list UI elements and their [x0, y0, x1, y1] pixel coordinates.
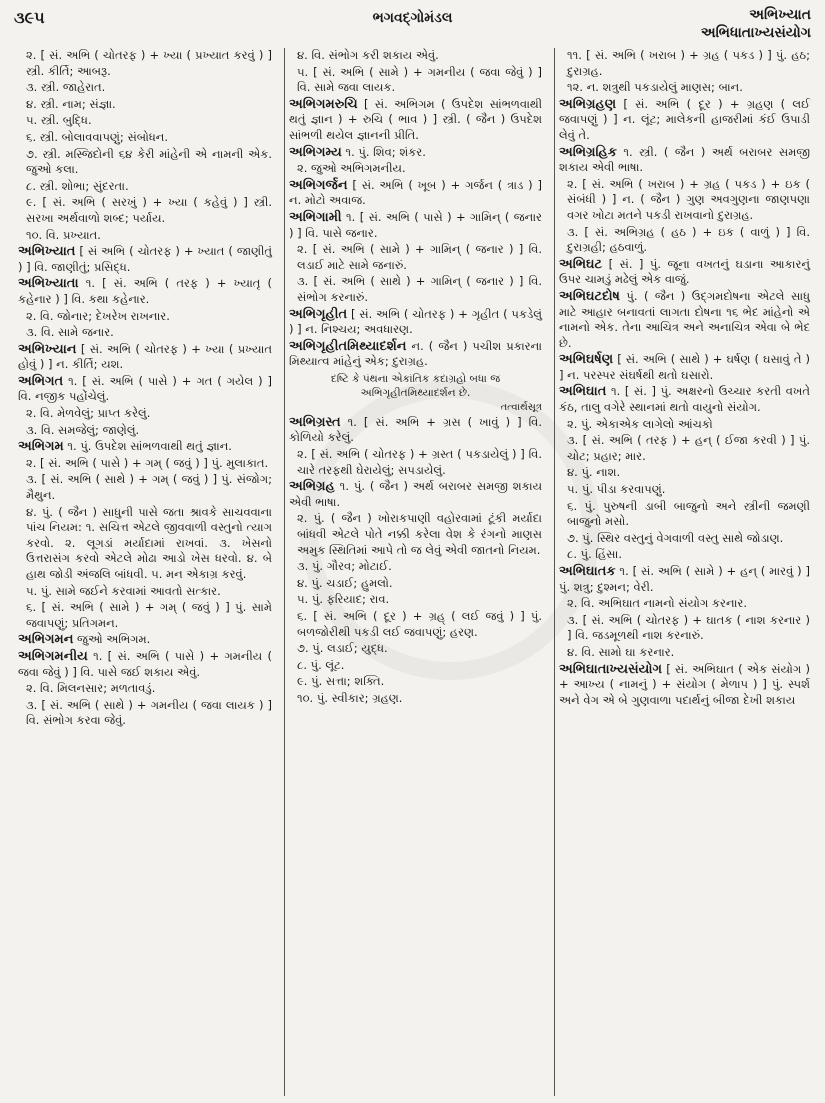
definition-text: ૫. પું. પીડા કરવાપણું.: [567, 482, 666, 497]
quotation-source: તત્વાર્થસૂત્ર: [500, 401, 542, 413]
definition-text: ૭. પું. સ્થિર વસ્તુનું વેગવાળી વસ્તુ સાથે જોડાણ.: [567, 530, 784, 545]
headword: અભિગ્રસ્ત: [289, 414, 341, 430]
sense-entry: [559, 80, 810, 96]
definition-text: ૮. પું. લૂંટ.: [297, 657, 345, 672]
headword: અભિગત: [18, 373, 64, 389]
definition-text: ૧. [ સં. અભિ ( પાસે ) + ગત ( ગયેલ ) ] વિ. નજીક પહોંચેલું.: [18, 373, 272, 404]
column-3: [554, 48, 814, 1096]
headword: અભિઘાતક: [559, 564, 616, 579]
sense-entry: [289, 242, 542, 273]
definition-text: ૧. પું. શિવ; શંકર.: [341, 144, 426, 159]
definition-text: ૬. [ સં. અભિ ( દૂર ) + ગ્રહ્‌ ( લઈ જવું ) ] પું. બળજોરીથી પકડી લઈ જવાપણું; હરણ.: [297, 609, 542, 639]
definition-text: ૧. [ સં. અભિ ( તરફ ) + ખ્યાતૃ ( કહેનાર ) ] વિ. કથા કહેનાર.: [18, 276, 272, 306]
headword: અભિગ્રહ: [289, 479, 335, 495]
dictionary-entry: [289, 339, 542, 370]
sense-entry: [289, 447, 542, 478]
definition-text: ન. ( જૈન ) પચીશ પ્રકારના મિથ્યાત્વ માંહેનું એક; દુરાગ્રહ.: [289, 338, 542, 369]
dictionary-entry: [559, 662, 810, 709]
definition-text: [ સં. અભિ ( દૂર ) + ગ્રહણ ( લઈ જવાપણું ) ] ન. લૂંટ; માલેકની હાજરીમાં કંઈ ઉપાડી લેવું તે.: [559, 96, 810, 142]
definition-text: ૬. સ્ત્રી. બોલાવવાપણું; સંબોધન.: [26, 129, 169, 144]
headword: અભિગૃહીત: [289, 306, 348, 322]
sense-entry: [18, 584, 272, 600]
dictionary-entry: [559, 145, 810, 176]
headword: અભિખ્યાતા: [18, 276, 79, 292]
column-2: [284, 48, 546, 1096]
headword: અભિગ્રહિક: [559, 144, 617, 160]
guide-word-last: અભિધાતાખ્યસંયોગ: [700, 25, 811, 41]
quotation-note: દષ્ટિ કે પંથના એકાંતિક કદાગ્રહો બધા જ અભિગૃહીતમિથ્યાદર્શન છે.: [330, 372, 501, 399]
sense-entry: [18, 195, 272, 226]
dictionary-entry: [289, 97, 542, 144]
headword: અભિઘાત: [559, 384, 607, 400]
sense-entry: [289, 48, 542, 64]
dictionary-entry: [289, 415, 542, 446]
sense-entry: [559, 48, 810, 79]
dictionary-entry: [18, 342, 272, 373]
dictionary-entry: [18, 632, 272, 648]
sense-entry: [559, 645, 810, 661]
sense-entry: [559, 531, 810, 547]
definition-text: [ સં. અભિઘાત ( એક સંયોગ ) + આખ્ય ( નામનું ) + સંયોગ ( મેળાપ ) ] પું. સ્પર્શ અને વેગ એ બે ગુણવાળા પદાર્થનું બીજા દેખી શકાય: [559, 661, 810, 707]
definition-text: [ સં અભિ ( ચોતરફ ) + ખ્યાત ( જાણીતું ) ] વિ. જાણીતું; પ્રસિદ્ધ.: [18, 244, 272, 274]
dictionary-entry: [289, 307, 542, 338]
sense-entry: [18, 325, 272, 341]
definition-text: ૮. સ્ત્રી. શોભા; સુંદરતા.: [26, 178, 129, 193]
sense-entry: [559, 225, 810, 256]
headword: અભિગૃહીતમિથ્યાદર્શન: [289, 338, 407, 354]
running-head: ભગવદ્‌ગોમંડલ: [372, 10, 453, 26]
sense-entry: [18, 472, 272, 503]
sense-entry: [559, 596, 810, 612]
dictionary-entry: [559, 257, 810, 288]
sense-entry: [289, 691, 542, 707]
dictionary-entry: [289, 145, 542, 161]
dictionary-entry: [18, 244, 272, 275]
guide-word-first: અભિખ્યાત: [749, 7, 811, 23]
definition-text: ૮. પું. હિંસા.: [567, 547, 622, 562]
definition-text: [ સં. અભિ ( ચોતરફ ) + ખ્યા ( પ્રખ્યાત હોવું ) ] ન. કીર્તિ; યશ.: [18, 341, 272, 372]
definition-text: [ સં. અભિગમ ( ઉપદેશ સાંભળવાથી થતું જ્ઞાન ) + રુચિ ( ભાવ ) ] સ્ત્રી. ( જૈન ) ઉપદેશ સાંભળી થયેલ જ્ઞાનની પ્રીતિ.: [289, 96, 542, 142]
definition-text: [ સં. અભિ ( ખૂબ ) + ગર્જન ( ત્રાડ ) ] ન. મોટો અવાજ.: [289, 177, 542, 208]
definition-text: ૧૧. [ સં. અભિ ( ખરાબ ) + ગ્રહ ( પકડ ) ] પું. હઠ; દુરાગ્રહ.: [567, 48, 810, 78]
sense-entry: [289, 674, 542, 690]
definition-text: ૧૦. પું. સ્વીકાર; ગ્રહણ.: [297, 690, 403, 705]
definition-text: ૧. [ સં. ] પું. અક્ષરનો ઉચ્ચાર કરતી વખતે કંઠ, તાલુ વગેરે સ્થાનમાં થતો વાયુનો સંયોગ.: [559, 384, 810, 415]
definition-text: ૨. [ સં. અભિ ( ખરાબ ) + ગ્રહ ( પકડ ) + ઇક ( સંબંધી ) ] ન. ( જૈન ) ગુણ અવગુણના જાણપણા વગર ખોટા મતને પકડી રાખવાનો દુરાગ્રહ.: [567, 176, 810, 222]
sense-entry: [289, 576, 542, 592]
sense-entry: [289, 559, 542, 575]
definition-text: ૫. પું. સામે જઈને કરવામાં આવતો સત્કાર.: [26, 583, 221, 598]
definition-text: [ સં. અભિ ( ચોતરફ ) + ગૃહીત ( પકડેલું ) ] ન. નિશ્ચય; અવધારણ.: [289, 306, 542, 337]
headword: અભિગમ: [18, 439, 64, 455]
headword: અભિઘર્ષણ: [559, 352, 614, 368]
headword: અભિગમ્ય: [289, 144, 342, 160]
page-header: [14, 4, 811, 48]
definition-text: ૨. જુઓ અભિગમનીય.: [297, 161, 406, 176]
sense-entry: [18, 228, 272, 244]
definition-text: ૯. [ સં. અભિ ( સરખું ) + ખ્યા ( કહેવું ) ] સ્ત્રી. સરખા અર્થવાળો શબ્દ; પર્યાય.: [26, 195, 272, 225]
headword: અભિગામી: [289, 209, 342, 225]
headword: અભિગર્જન: [289, 177, 348, 193]
sense-entry: [18, 147, 272, 178]
dictionary-entry: [559, 289, 810, 351]
definition-text: ૧. [ સં. અભિ ( પાસે ) + ગમનીય ( જવા જેવું ) ] વિ. પાસે જઈ શકાય એવું.: [18, 648, 272, 679]
sense-entry: [18, 423, 272, 439]
dictionary-entry: [289, 210, 542, 241]
definition-text: ૩. [ સં. અભિ ( સાથે ) + ગમનીય ( જવા લાયક ) ] વિ. સંભોગ કરવા જેવું.: [26, 697, 272, 728]
sense-entry: [289, 641, 542, 657]
sense-entry: [18, 97, 272, 113]
definition-text: ૧. [ સં. અભિ ( સામે ) + હન્‌ ( મારવું ) ] પું. શત્રુ; દુશ્મન; વેરી.: [559, 564, 810, 594]
definition-text: ૪. વિ. સંભોગ કરી શકાય એવું.: [297, 48, 439, 62]
sense-entry: [559, 465, 810, 481]
dictionary-entry: [289, 178, 542, 209]
page-number: ૩૯૫: [14, 8, 45, 27]
headword: અભિગમન: [18, 632, 74, 648]
headword: અભિગ્રહણ: [559, 96, 617, 112]
definition-text: ૨. વિ. અભિઘાત નામનો સંયોગ કરનાર.: [567, 596, 747, 611]
columns: [14, 48, 814, 1096]
definition-text: ૯. પું. સત્તા; શક્તિ.: [297, 674, 385, 689]
definition-text: ૨. [ સં. અભિ ( ચોતરફ ) + ગ્રસ્ત ( પકડાયેલું ) ] વિ. ચારે તરફથી ઘેરાયેલું; સપડાયેલું.: [297, 447, 542, 477]
definition-text: ૫. [ સં. અભિ ( સામે ) + ગમનીય ( જવા જેવું ) ] વિ. સામે જવા લાયક.: [297, 64, 542, 95]
dictionary-entry: [289, 479, 542, 510]
sense-entry: [559, 417, 810, 433]
definition-text: ૩. વિ. સમજેલું; જાણેલું.: [26, 422, 140, 437]
sense-entry: [289, 65, 542, 96]
definition-text: ૩. સ્ત્રી. જાહેરાત.: [26, 80, 106, 95]
definition-text: ૨. [ સં. અભિ ( પાસે ) + ગમ્‌ ( જવું ) ] પું. મુલાકાત.: [26, 455, 269, 470]
headword: અભિગમનીય: [18, 648, 88, 664]
definition-text: [ સં. અભિ ( સાથે ) + ઘર્ષણ ( ઘસાવું તે ) ] ન. પરસ્પર સંઘર્ષથી થતો ઘસારો.: [559, 352, 810, 382]
definition-text: [ સં. ] પું. જૂના વખતનું ઘડાના આકારનું ઉપર ચામડું મઢેલું એક વાજું.: [559, 256, 810, 287]
definition-text: ૩. પું. ગૌરવ; મોટાઈ.: [297, 559, 392, 574]
definition-text: ૨. [ સં. અભિ ( સામે ) + ગામિન્‌ ( જનાર ) ] વિ. લડાઈ માટે સામે જનારું.: [297, 242, 542, 272]
dictionary-entry: [559, 564, 810, 595]
sense-entry: [289, 274, 542, 305]
sense-entry: [559, 547, 810, 563]
definition-text: ૩. [ સં. અભિ ( સાથે ) + ગમ્‌ ( જવું ) ] પું. સંજોગ; મૈથુન.: [26, 472, 272, 503]
definition-text: ૨. વિ. મિલનસાર; મળતાવડું.: [26, 681, 156, 696]
sense-entry: [18, 456, 272, 472]
sense-entry: [18, 406, 272, 422]
sense-entry: [289, 609, 542, 640]
definition-text: ૧. [ સં. અભિ + ગ્રસ ( ખાવું ) ] વિ. કોળિયો કરેલું.: [289, 414, 542, 445]
headword: અભિખ્યાન: [18, 341, 77, 357]
definition-text: ૩. [ સં. અભિ ( તરફ ) + હન્‌ ( ઈજા કરવી ) ] પું. ચોટ; પ્રહાર; માર.: [567, 433, 810, 463]
definition-text: જુઓ અભિગમ.: [73, 632, 151, 647]
dictionary-entry: [18, 649, 272, 680]
definition-text: ૪. સ્ત્રી. નામ; સંજ્ઞા.: [26, 96, 116, 111]
dictionary-entry: [559, 352, 810, 383]
sense-entry: [559, 433, 810, 464]
sense-entry: [289, 658, 542, 674]
sense-entry: [289, 592, 542, 608]
definition-text: ૨. વિ. જોનાર; દેખરેખ રાખનાર.: [26, 308, 170, 323]
sense-entry: [18, 130, 272, 146]
sense-entry: [18, 505, 272, 583]
sense-entry: [18, 309, 272, 325]
sense-entry: [559, 177, 810, 224]
definition-text: ૬. પું. પુરુષની ડાબી બાજુનો અને સ્ત્રીની જમણી બાજુનો મસો.: [567, 498, 810, 529]
sense-entry: [18, 48, 272, 79]
definition-text: ૪. પું. ( જૈન ) સાધુની પાસે જતા શ્રાવકે સાચવવાના પાંચ નિયમ: ૧. સચિત્ત એટલે જીવવાળી વસ્તુનો ત્યાગ કરવો. ૨. લૂગડાં મર્યાદામાં રાખવાં. ૩. ખેસનો ઉત્તરાસંગ કરવો એટલે મોઢા આડો ખેસ ધરવો. ૪. બે હાથ જોડી અંજલિ બાંધવી. ૫. મન એકાગ્ર કરવું.: [26, 504, 272, 581]
definition-text: ૨. પું. એકાએક લાગેલો આંચકો: [567, 416, 713, 431]
definition-text: ૪. પું. ચડાઈ; હુમલો.: [297, 575, 393, 590]
definition-text: ૩. [ સં. અભિ ( ચોતરફ ) + ઘાતક ( નાશ કરનાર ) ] વિ. જડમૂળથી નાશ કરનારું.: [567, 612, 810, 643]
definition-text: ૩. વિ. સામે જનાર.: [26, 325, 114, 340]
definition-text: ૧૦. વિ. પ્રખ્યાત.: [26, 227, 101, 242]
sense-entry: [289, 511, 542, 558]
column-1: [14, 48, 276, 1096]
headword: અભિઘટદોષ: [559, 288, 620, 304]
definition-text: ૩. [ સં. અભિગ્રહ ( હઠ ) + ઇક ( વાળું ) ] વિ. દુરાગ્રહી; હઠવાળું.: [567, 224, 810, 255]
sense-entry: [559, 482, 810, 498]
dictionary-entry: [559, 384, 810, 415]
sense-entry: [18, 600, 272, 631]
definition-text: ૧. પું. ઉપદેશ સાંભળવાથી થતું જ્ઞાન.: [63, 439, 232, 454]
headword: અભિગમરુચિ: [289, 96, 358, 112]
headword: અભિઘાતાખ્યસંયોગ: [559, 661, 662, 677]
definition-text: ૫. પું. ફરિયાદ; રાવ.: [297, 592, 390, 607]
definition-text: ૧૨. ન. શત્રુથી પકડાયેલું માણસ; બાન.: [567, 80, 743, 95]
sense-entry: [559, 499, 810, 530]
sense-entry: [18, 113, 272, 129]
definition-text: ૨. વિ. મેળવેલું; પ્રાપ્ત કરેલું.: [26, 406, 151, 421]
dictionary-entry: [18, 439, 272, 455]
dictionary-entry: [559, 97, 810, 144]
headword: અભિઘટ: [559, 256, 603, 272]
definition-text: ૪. પું. નાશ.: [567, 465, 621, 480]
definition-text: ૨. [ સં. અભિ ( ચોતરફ ) + ખ્યા ( પ્રખ્યાત કરવું ) ] સ્ત્રી. કીર્તિ; આબરૂ.: [26, 48, 272, 78]
sense-entry: [559, 613, 810, 644]
definition-text: ૧. સ્ત્રી. ( જૈન ) અર્થ બરાબર સમજી શકાય એવી ભાષા.: [559, 144, 810, 175]
dictionary-entry: [18, 374, 272, 405]
dictionary-entry: [18, 276, 272, 307]
definition-text: ૫. સ્ત્રી. બુદ્ધિ.: [26, 113, 92, 128]
definition-text: ૭. પું. લડાઈ; યુદ્ધ.: [297, 641, 388, 656]
definition-text: ૭. સ્ત્રી. મસ્જિદોની ૬૪ કેરી માંહેની એ નામની એક. જુઓ કલા.: [26, 146, 272, 177]
definition-text: ૬. [ સં. અભિ ( સામે ) + ગમ્‌ ( જવું ) ] પું. સામે જવાપણું; પ્રતિગમન.: [26, 600, 272, 630]
sense-entry: [18, 698, 272, 729]
sense-entry: [18, 80, 272, 96]
sense-entry: [289, 161, 542, 177]
definition-text: ૩. [ સં. અભિ ( સાથે ) + ગામિન્‌ ( જનાર ) ] વિ. સંભોગ કરનારું.: [297, 274, 542, 304]
sense-entry: [18, 681, 272, 697]
definition-text: ૧. પું. ( જૈન ) અર્થ બરાબર સમજી શકાય એવી ભાષા.: [289, 479, 542, 509]
headword: અભિખ્યાત: [18, 244, 76, 260]
definition-text: પું. ( જૈન ) ઉદ્‌ગમદોષના એટલે સાધુ માટે આહાર બનાવતાં લાગતા દોષના ૧૬ ભેદ માંહેનો એ નામનો એક. તેના આચિત્ર અને અનાચિત્ર એવા બે ભેદ છે.: [559, 288, 810, 350]
definition-text: ૨. પું. ( જૈન ) ખોરાકપાણી વહોરવામાં ટૂંકી મર્યાદા બાંધવી એટલે પોતે નક્કી કરેલા વેશ કે રંગનો માણસ અમુક સ્થિતિમાં આપે તો જ લેવું એવી જાતનો નિયમ.: [297, 511, 542, 557]
sense-entry: [18, 179, 272, 195]
definition-text: ૪. વિ. સામો ઘા કરનાર.: [567, 644, 675, 659]
guide-words: [701, 6, 811, 42]
definition-text: ૧. [ સં. અભિ ( પાસે ) + ગામિન્‌ ( જનાર ) ] વિ. પાસે જનાર.: [289, 209, 542, 240]
